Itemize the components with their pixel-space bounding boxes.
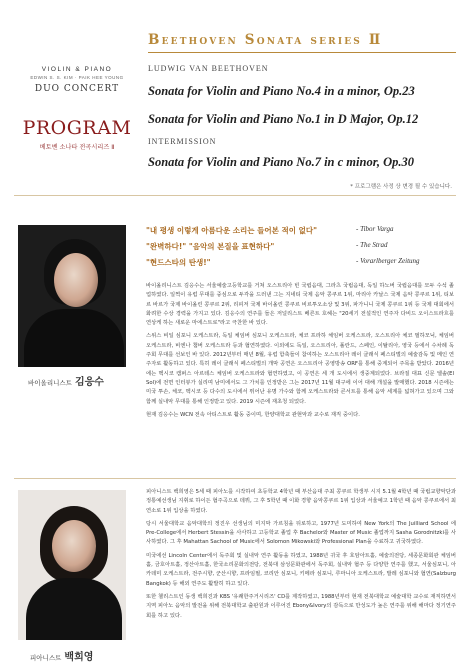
header-block [18,66,136,151]
mid-rule [14,195,456,196]
quote-text: "완벽하다!" "음악의 본질을 표현하다" [146,242,275,251]
violinist-caption [28,370,104,389]
pianist-bio [146,488,456,625]
quote-text: "내 평생 이렇게 아름다운 소리는 들어본 적이 없다" [146,226,317,235]
bio-paragraph: 미국에선 Lincoln Center에서 독주회 및 실내악 연주 활동을 하였고, 1988년 귀국 후 호암아트홀, 예술의전당, 세종문화회관 체임버홀, 금호아트홀, 정산아트홀, 한국소리문화의전당, 전북대 삼성문화관에서 독주회, 실내악 협주 등 다양한 연주를 했고, 서울심포니, 아카데미 오케스트라, 전주시향, 군산시향, 프라임필, 코리안 심포니, 키메라 심포니, 루마니아 오케스트라, 발레 심포니와 협연(Salzburg Bangkok) 등 해외 연주도 활발히 하고 있다. [146,552,456,587]
series-title: Beethoven Sonata series Ⅱ [148,32,383,48]
work-2: Sonata for Violin and Piano No.1 in D Major, Op.12 [148,112,419,126]
bottom-rule [14,478,456,479]
bio-paragraph: 바이올리니스트 김응수는 서울예술고등학교를 거쳐 오스트리아 빈 국립음대, 그라츠 국립음대, 독일 하노버 국립음대를 모두 수석 졸업하였다. 일찍이 유럽 무대를 중심으로 두각을 드러낸 그는 지네티 국제 음악 콩쿠르 1위, 마리아 카날스 국제 음악 콩쿠르 1위, 티보르 바르가 국제 바이올린 콩쿠르 2위, 리피저 국제 바이올린 콩쿠르 비르투오소상 및 3위, 파가니니 국제 콩쿠르 1위 등 국제 대회에서 화려한 수상 경력을 가지고 있다. 김응수의 연주를 들은 저널리스트 베른트 호헤는 "20세기 전설적인 연주자 다비드 오이스트라흐를 연상케 하는 새로운 마에스트로"라고 극찬한 바 있다. [146,283,454,327]
bio-paragraph: 당시 서울대학교 음악대학의 정진우 선생님의 미지막 가르침을 뒤로하고, 1977년 도미하여 New York의 The Juilliard School 에 Pre-College에서 Herbert Stessin을 사사하고 고등학교 졸업 후 Bachelor와 Master of Music 졸업까지 Sasha Gorodnitzki를 사사하였다. 그 후 Mahattan Sachool of Music에서 Solomon Mikowski와 Professional Plan을 수료하고 귀국하였다. [146,520,456,546]
violinist-role: 바이올리니스트 [28,379,72,387]
work-1: Sonata for Violin and Piano No.4 in a minor, Op.23 [148,84,415,98]
quote-row [146,225,456,241]
duo-concert-label: DUO CONCERT [34,84,120,94]
violinist-photo [18,225,126,367]
bio-paragraph: 스위스 비일 심포니 오케스트라, 독일 체임버 심포니 오케스트라, 체코 프라하 체임버 오케스트라, 오스트리아 체코 필하모닉, 체임버 오케스트라, 비엔나 챔버 오케스트라 등과 협연하였다. 이외에도 독일, 오스트리아, 폴란드, 스페인, 이탈리아, 영국 등에서 수차례 독주회 무대를 선보인 바 있다. 2012년부터 매년 8월, 유럽 함축들이 참여하는 오스트리아 레이 클래식 페스티벌의 예술감독 및 메인 연주자로 활동하고 있다. 특히 레이 클래식 페스티벌의 개막 공연은 오스트리아 공영방송 ORF를 통해 중계되어 주목을 받았다. 2016년에는 멕시코 캠퍼스 아르테스 체임버 오케스트라와 협연하였고, 이 공연은 세 개 도시에서 생중계되었다. 브라질 대표 신문 엘솔(El Sol)에 전면 인터뷰가 실리며 남미에서도 그 가치를 인정받은 그는 2017년 11월 대구에 이어 대해 개설을 발매했다. 2018 시즌에는 미국 투손, 체코, 멕시코 등 다수의 도시에서 뛰어난 유명 가수와 함께 오케스트라와 콘서트를 통해 음악 세계를 넓혀가고 있으며 그와 함께 실내악 무대를 통해 인정받고 있다. 2019 시즌에 재초청 되었다. [146,333,454,405]
quote-source: - Vorarlberger Zeitung [356,257,420,265]
violin-piano-label: VIOLIN & PIANO [41,66,113,73]
press-quotes [146,225,456,273]
program-heading: PROGRAM [22,117,132,139]
work-3: Sonata for Violin and Piano No.7 in c minor, Op.30 [148,155,415,169]
program-subtitle: 베토벤 소나타 전곡시리즈 Ⅱ [39,144,115,151]
program-footnote: * 프로그램은 사정 상 변경 될 수 있습니다. [350,184,452,190]
bio-paragraph: 피아니스트 백희영은 5세 때 피아노를 시작하여 초등학교 4학년 때 부산음대 주최 콩쿠르 학생부 시지 5.1월 4학년 때 국립교향악단과 정통예선생님 지휘로 하이든 협주곡으로 데뷔, 그 후 5학년 때 이화 경향 음악콩쿠르 1위 입상과 서울예고 1학년 때 음악 콩쿠르에서 최연소로 1위 입상을 하였다. [146,489,456,514]
pianist-caption [30,645,93,664]
violinist-bio [146,282,454,424]
intermission-label: INTERMISSION [148,137,217,146]
top-rule [148,52,456,53]
performers-label: EDWIN S. S. KIM · PAIK HEE YOUNG [30,75,124,80]
quote-row [146,257,456,273]
composer-name: LUDWIG VAN BEETHOVEN [148,64,269,73]
pianist-role: 피아니스트 [30,654,62,662]
bio-paragraph: 현재 김응수는 WCN 전속 아티스트로 활동 중이며, 한양대학교 관현악과 교수로 재직 중이다. [146,411,360,418]
quote-source: - Tibor Varga [356,225,394,233]
quote-row [146,241,456,257]
quote-text: "현드스타의 탄생!" [146,258,211,267]
pianist-name: 백희영 [64,652,94,663]
quote-source: - The Strad [356,241,388,249]
bio-paragraph: 또한 첼리스트인 동생 백희진과 KBS '유쾌한주거시리즈' CD를 제작하였고, 1988년부터 현재 전북대학교 예술대학 교수로 재직하면서 지역 피아노 음악의 발전을 위해 전북대학교 출판원과 이루어진 Ebony&Ivory의 감독으로 만성도가 높은 연주를 위해 해마다 정기연주회를 하고 있다. [146,593,456,619]
pianist-photo [18,490,126,640]
violinist-name: 김응수 [74,377,104,388]
